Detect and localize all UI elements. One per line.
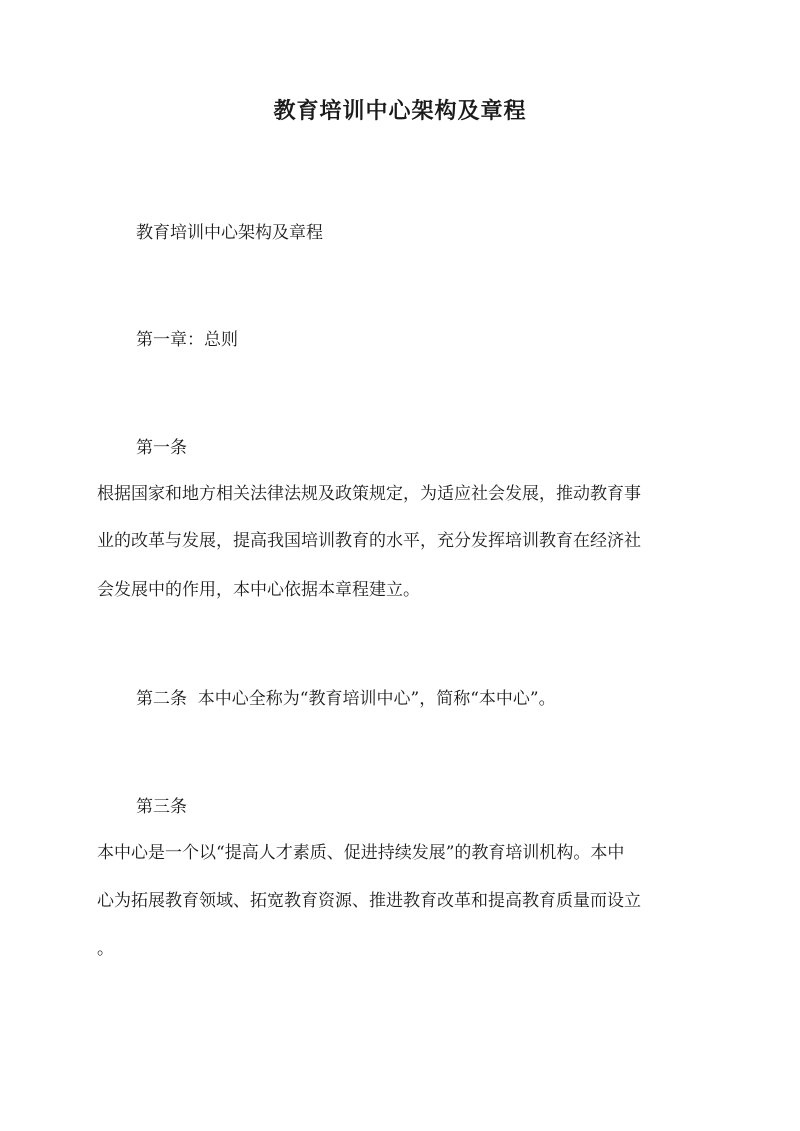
document-title: 教育培训中心架构及章程 xyxy=(273,98,527,124)
chapter-heading: 第一章：总则 xyxy=(136,330,238,350)
article-3-line-3: 。 xyxy=(97,939,114,959)
article-1-line-3: 会发展中的作用，本中心依据本章程建立。 xyxy=(97,580,420,600)
article-1-label: 第一条 xyxy=(136,438,187,458)
article-3-line-2: 心为拓展教育领域、拓宽教育资源、推进教育改革和提高教育质量而设立 xyxy=(97,891,641,911)
document-subtitle: 教育培训中心架构及章程 xyxy=(136,223,323,243)
article-1-line-1: 根据国家和地方相关法律法规及政策规定，为适应社会发展，推动教育事 xyxy=(97,484,641,504)
article-1-line-2: 业的改革与发展，提高我国培训教育的水平，充分发挥培训教育在经济社 xyxy=(97,531,641,551)
article-3-line-1: 本中心是一个以“提高人才素质、促进持续发展”的教育培训机构。本中 xyxy=(97,843,625,863)
article-3-label: 第三条 xyxy=(136,797,187,817)
article-2-text: 第二条 本中心全称为“教育培训中心”，简称“本中心”。 xyxy=(136,689,556,709)
